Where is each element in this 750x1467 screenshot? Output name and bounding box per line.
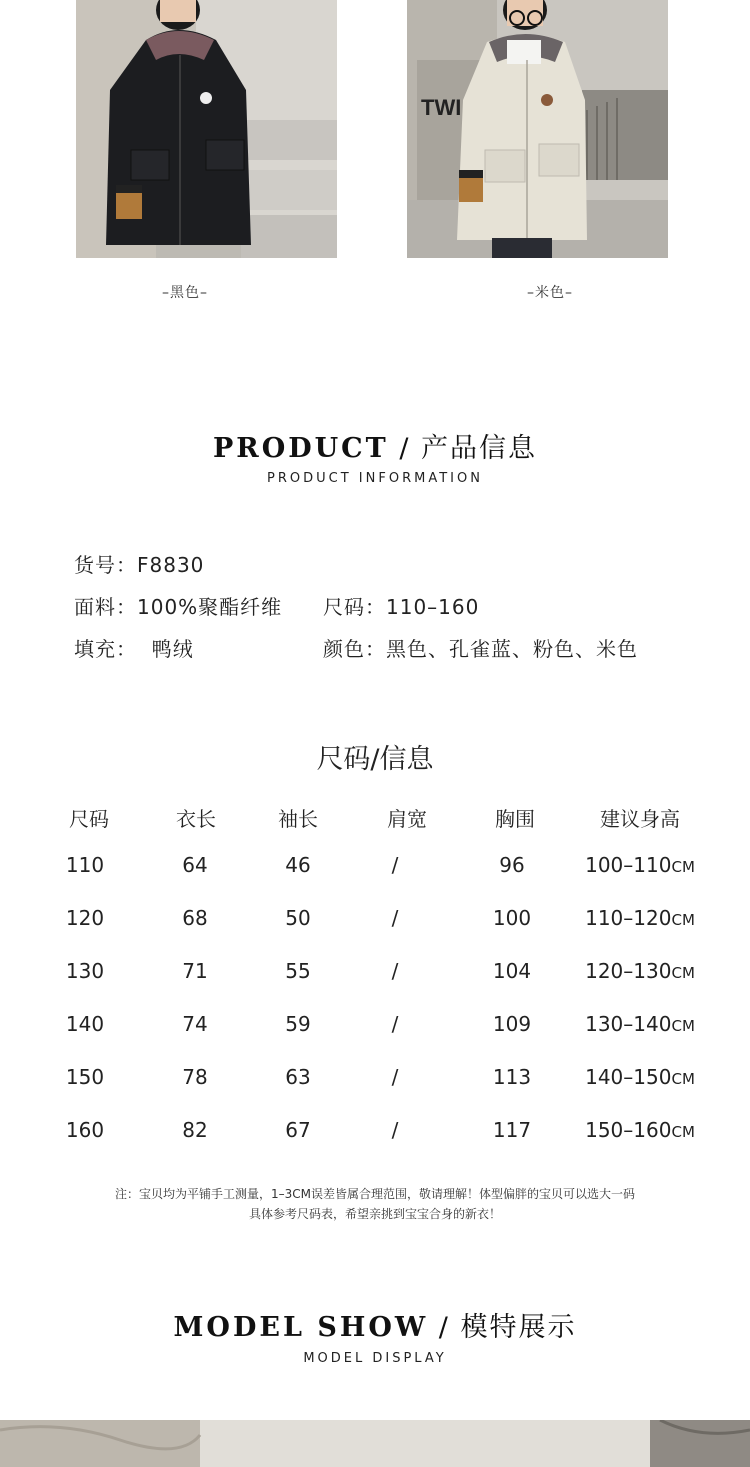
- table-cell-height: 150–160CM: [585, 1118, 695, 1142]
- fabric-info: 面料：100%聚酯纤维: [74, 595, 283, 619]
- svg-text:TWI: TWI: [421, 95, 462, 120]
- table-cell: 64: [182, 853, 208, 877]
- size-table-title: 尺码/信息: [316, 744, 434, 775]
- measurement-note: [0, 1184, 750, 1224]
- table-cell: 50: [285, 906, 311, 930]
- table-cell: 110: [65, 853, 105, 877]
- product-photo-black: [76, 0, 337, 258]
- table-cell: /: [391, 1065, 399, 1089]
- product-title-sep: /: [388, 433, 422, 464]
- item-number: 货号：F8830: [74, 553, 205, 577]
- table-cell: 113: [492, 1065, 532, 1089]
- product-title-en: PRODUCT: [212, 433, 389, 464]
- product-section-subtitle: PRODUCT INFORMATION: [267, 471, 483, 486]
- table-cell-height: 140–150CM: [585, 1065, 695, 1089]
- size-range-info: 尺码：110–160: [323, 595, 480, 619]
- note-line-2: 具体参考尺码表，希望亲挑到宝宝合身的新衣！: [248, 1207, 501, 1221]
- header-size: 尺码: [69, 807, 109, 831]
- table-cell: 68: [182, 906, 208, 930]
- table-cell: 140: [65, 1012, 105, 1036]
- table-cell: /: [391, 1012, 399, 1036]
- filling-info: 填充： 鸭绒: [74, 637, 194, 661]
- table-cell: /: [391, 959, 399, 983]
- table-cell: 160: [65, 1118, 105, 1142]
- table-cell-height: 110–120CM: [585, 906, 695, 930]
- model-photo: [0, 1420, 750, 1467]
- header-sleeve: 袖长: [278, 807, 318, 831]
- table-cell: 117: [492, 1118, 532, 1142]
- table-cell: 104: [492, 959, 532, 983]
- header-length: 衣长: [176, 807, 216, 831]
- table-cell: 74: [182, 1012, 208, 1036]
- model-title-zh: 模特展示: [460, 1312, 577, 1343]
- table-cell: 67: [285, 1118, 311, 1142]
- product-photo-beige: [407, 0, 668, 258]
- table-cell: 82: [182, 1118, 208, 1142]
- note-line-1: 注：宝贝均为平铺手工测量，1–3CM误差皆属合理范围，敬请理解！体型偏胖的宝贝可以选大一码: [114, 1187, 635, 1201]
- table-cell: 59: [285, 1012, 311, 1036]
- table-cell-height: 120–130CM: [585, 959, 695, 983]
- table-cell: 71: [182, 959, 208, 983]
- swatch-caption-black: –黑色–: [162, 285, 208, 301]
- table-cell-height: 130–140CM: [585, 1012, 695, 1036]
- model-title-en: MODEL SHOW: [173, 1312, 429, 1343]
- table-cell: /: [391, 1118, 399, 1142]
- table-cell: 55: [285, 959, 311, 983]
- swatch-caption-beige: –米色–: [527, 285, 573, 301]
- table-cell: 109: [492, 1012, 532, 1036]
- table-cell: 130: [65, 959, 105, 983]
- table-cell: 120: [65, 906, 105, 930]
- table-cell: 150: [65, 1065, 105, 1089]
- header-chest: 胸围: [495, 807, 535, 831]
- table-cell: 46: [285, 853, 311, 877]
- table-cell: 78: [182, 1065, 208, 1089]
- table-cell-height: 100–110CM: [585, 853, 695, 877]
- table-cell: /: [391, 906, 399, 930]
- product-section-title: [0, 426, 750, 465]
- table-cell: /: [391, 853, 399, 877]
- model-title-sep: /: [428, 1312, 461, 1343]
- product-title-zh: 产品信息: [421, 433, 538, 464]
- model-section-subtitle: MODEL DISPLAY: [303, 1351, 447, 1366]
- table-cell: 63: [285, 1065, 311, 1089]
- table-cell: 100: [492, 906, 532, 930]
- header-shoulder: 肩宽: [387, 807, 427, 831]
- header-height: 建议身高: [600, 807, 680, 831]
- table-cell: 96: [499, 853, 525, 877]
- colors-info: 颜色：黑色、孔雀蓝、粉色、米色: [323, 637, 638, 661]
- model-section-title: [0, 1305, 750, 1344]
